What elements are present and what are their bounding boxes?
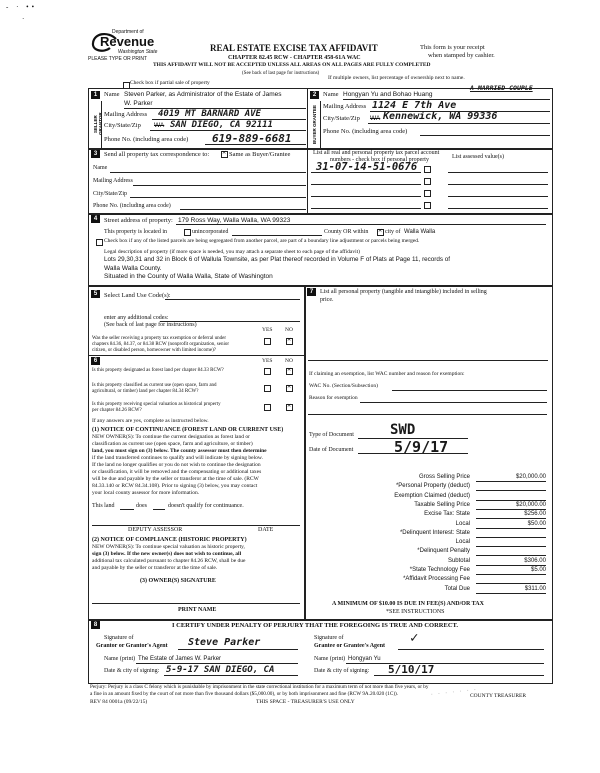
continuance-7: will be due and payable by the seller or transferor at the time of sale. (RCW (92, 476, 259, 482)
historic-1: NEW OWNER(S): To continue special valuation as historic property, (92, 544, 245, 550)
section-7-badge: 7 (307, 288, 316, 296)
tax-row-line (476, 490, 546, 491)
seller-city: SAN DIEGO, CA 92111 (170, 120, 273, 130)
seller-mailing: 4019 MT BARNARD AVE (158, 109, 261, 119)
seller-state-prefix: WA (154, 122, 165, 129)
deputy-assessor-label: DEPUTY ASSESSOR (128, 527, 183, 533)
buyer-phone-label: Phone No. (including area code) (323, 128, 408, 135)
multiple-owners-note: If multiple owners, list percentage of ownership next to name. (328, 75, 465, 81)
q1-line2: chapters 84.36, 84.37, or 84.38 RCW (nonprofit organization, senior (92, 342, 230, 347)
tax-row-value: $5.00 (530, 567, 546, 573)
historic-title: (2) NOTICE OF COMPLIANCE (HISTORIC PROPERTY) (92, 537, 247, 543)
wac-claim-label: If claiming an exemption, list WAC number and reason for exemption: (309, 371, 465, 377)
grantee-signature-mark: ✓ (410, 630, 419, 646)
does-label: does (136, 503, 147, 509)
continuance-8: 84.33.140 or RCW 84.34.108). Prior to signing (3) below, you may contact (92, 483, 258, 489)
personal-property-1: List all personal property (tangible and intangible) included in selling (320, 289, 487, 295)
print-name-label: PRINT NAME (178, 607, 217, 613)
city-of-checkbox[interactable] (377, 229, 384, 236)
grantor-name: The Estate of James W. Parker (138, 656, 222, 662)
tax-row-line (476, 574, 546, 575)
buyer-name-addendum: A MARRIED COUPLE (470, 84, 533, 92)
q2-yes-checkbox[interactable] (264, 368, 271, 375)
tax-row-value: $20,000.00 (515, 501, 546, 508)
buyer-city-label: City/State/Zip (323, 115, 360, 122)
land-use-label: Select Land Use Code(s): (104, 292, 171, 299)
historic-4: and payable by the seller or transferor at the time of sale. (92, 565, 218, 571)
q1-line3: citizen, or disabled person, homeowner with limited income)? (92, 348, 216, 353)
form-number: REV 84 0001a (09/22/15) (90, 699, 148, 705)
see-instructions: *SEE INSTRUCTIONS (386, 609, 445, 615)
q3-line2: agricultural, or timber) land per chapter 84.34 RCW? (92, 389, 199, 394)
q1-line1: Was the seller receiving a property tax exemption or deferral under (92, 336, 226, 341)
yes-header-2: YES (262, 358, 273, 364)
buyer-grantee-label: BUYER GRANTEE (312, 104, 317, 144)
seller-name-line2: W. Parker (124, 100, 153, 107)
seller-phone-label: Phone No. (including area code) (104, 136, 189, 143)
certify-statement: I CERTIFY UNDER PENALTY OF PERJURY THAT THE FOREGOING IS TRUE AND CORRECT. (172, 622, 459, 629)
parcel-1-personal-checkbox[interactable] (424, 166, 431, 173)
tax-row-value: $311.00 (524, 585, 546, 592)
exemption-reason-label: Reason for exemption (309, 395, 358, 401)
tax-row-line (476, 546, 546, 547)
historic-2: sign (3) below. If the new owner(s) does not wish to continue, all (92, 551, 242, 557)
seller-grantor-label: SELLER GRANTOR (93, 112, 103, 136)
treasurer-use-label: THIS SPACE - TREASURER'S USE ONLY (256, 699, 355, 705)
q3-yes-checkbox[interactable] (264, 385, 271, 392)
section-5-badge: 5 (91, 290, 100, 298)
parcel-2-personal-checkbox[interactable] (424, 178, 431, 185)
send-correspondence-label: Send all property tax correspondence to: (104, 151, 210, 158)
legal-line-2: Walla Walla County. (104, 265, 162, 272)
section-1-badge: 1 (91, 91, 100, 99)
buyer-name: Hongyan Yu and Bohao Huang (343, 91, 433, 98)
stray-marks-2: · (22, 15, 25, 23)
grantor-sig-label-1: Signature of (104, 635, 134, 641)
segregated-checkbox[interactable] (96, 239, 103, 246)
buyer-mailing: 1124 E 7th Ave (372, 100, 457, 111)
receipt-note-1: This form is your receipt (420, 44, 485, 51)
historic-3: additional tax calculated pursuant to chapter 84.26 RCW, shall be due (92, 558, 246, 564)
tax-row-label: *Personal Property (deduct) (395, 483, 470, 490)
wac-no-label: WAC No. (Section/Subsection) (309, 383, 378, 389)
no-header-2: NO (285, 358, 293, 364)
buyer-city: Kennewick, WA 99336 (383, 111, 498, 122)
type-doc: SWD (390, 422, 416, 438)
continuance-5: If the land no longer qualifies or you do not wish to continue the designation (92, 462, 261, 468)
perjury-line-1: Perjury: Perjury is a class C felony which is punishable by imprisonment in the state correctional institution for a maximum term of not more than five years, or by (90, 684, 429, 690)
q1-yes-checkbox[interactable] (264, 338, 271, 345)
street-address-label: Street address of property: (104, 217, 173, 224)
tax-row-value: $50.00 (527, 520, 546, 527)
corr-phone-label: Phone No. (including area code) (93, 203, 171, 209)
q3-no-checkbox[interactable] (286, 385, 293, 392)
segregated-label: Check box if any of the listed parcels are being segregated from another parcel, are part of a boundary line adjustment or parcels being merged. (104, 238, 420, 244)
parcel-list-header-2: numbers - check box if personal property (330, 157, 429, 163)
section-2-badge: 2 (310, 91, 319, 99)
if-yes-note: If any answers are yes, complete as instructed below. (92, 418, 209, 424)
tax-row-label: *Delinquent Penalty (417, 548, 470, 555)
section-6-badge: 6 (91, 357, 100, 365)
tax-row-line (476, 500, 546, 501)
buyer-state-prefix: WA (370, 115, 381, 122)
form-title: REAL ESTATE EXCISE TAX AFFIDAVIT (210, 43, 378, 53)
logo-line1: Department of (112, 29, 144, 35)
city-of-name: Walla Walla (404, 229, 436, 235)
q4-line1: Is this property receiving special valuation as historical property (92, 402, 221, 407)
land-use-see-back: (See back of last page for instructions) (104, 322, 197, 328)
additional-codes-label: enter any additional codes: (104, 315, 169, 321)
grantee-date-label: Date & city of signing: (314, 668, 370, 674)
tax-row-label: Exemption Claimed (deduct) (394, 492, 470, 499)
unincorporated-label: unincorporated (192, 229, 229, 235)
continuance-1: NEW OWNER(S): To continue the current designation as forest land or (92, 434, 250, 440)
owner-signature-label: (3) OWNER(S) SIGNATURE (140, 578, 216, 584)
grantee-agent-label: Grantee or Grantee's Agent (314, 643, 386, 649)
assessed-header: List assessed value(s) (452, 154, 504, 160)
seller-name: Steven Parker, as Administrator of the Estate of James (124, 91, 282, 98)
same-as-buyer-label: Same as Buyer/Grantee (229, 151, 291, 158)
q4-no-checkbox[interactable] (286, 404, 293, 411)
city-of-label: city of (385, 229, 401, 235)
tax-row-label: Excise Tax: State (424, 511, 470, 518)
tax-row-line (476, 583, 546, 584)
faint-stamp: · · · · · · · (429, 686, 478, 699)
yes-header-1: YES (262, 327, 273, 333)
continuance-4: if the land transferred continues to qualify and will indicate by signing below. (92, 455, 263, 461)
receipt-note-2: when stamped by cashier. (428, 52, 495, 59)
tax-row-label: Total Due (444, 585, 470, 592)
parcel-list-header-1: List all real and personal property tax parcel account (313, 150, 440, 156)
section-4-badge: 4 (91, 215, 100, 223)
partial-sale-label: Check box if partial sale of property (130, 80, 210, 86)
same-as-buyer-checkbox[interactable] (221, 151, 228, 158)
tax-row-value: $20,000.00 (515, 474, 546, 480)
legal-line-3: Situated in the County of Walla Walla, State of Washington (104, 273, 273, 280)
grantor-date: 5-9-17 SAN DIEGO, CA (166, 665, 275, 675)
county-treasurer-label: COUNTY TREASURER (470, 693, 527, 699)
tax-row-label: *Affidavit Processing Fee (403, 576, 470, 583)
continuance-3: land, you must sign on (3) below. The county assessor must then determine (92, 448, 267, 454)
tax-row-value: $256.00 (524, 511, 546, 518)
perjury-line-2: a fine in an amount fixed by the court of not more than five thousand dollars ($5,000.00), or by both imprisonment and fine (RCW 9A.20.020 (1C)). (90, 691, 399, 697)
legal-description-label: Legal description of property (if more space is needed, you may attach a separate sheet to each page of the affidavit) (104, 249, 360, 255)
seller-name-label: Name (104, 91, 120, 98)
tax-row-line (476, 593, 546, 594)
tax-row-value: $306.00 (524, 557, 546, 564)
tax-row-line (476, 481, 546, 482)
seller-phone: 619-889-6681 (212, 132, 292, 145)
grantor-name-label: Name (print) (104, 656, 136, 662)
no-header-1: NO (285, 327, 293, 333)
tax-row-line (476, 537, 546, 538)
grantee-name: Hongyan Yu (348, 656, 381, 662)
tax-row-label: *Delinquent Interest: State (399, 529, 470, 536)
legal-line-1: Lots 29,30,31 and 32 in Block 6 of Wallula Townsite, as per Plat thereof recorded in Volume F of Plats at Page 11, records of (104, 256, 451, 263)
tax-row-label: Gross Selling Price (418, 474, 470, 480)
grantor-agent-label: Grantor or Grantor's Agent (96, 643, 168, 649)
tax-row-label: Local (455, 539, 470, 546)
tax-row-line (476, 509, 546, 510)
buyer-name-label: Name (323, 91, 339, 98)
continuance-6: or classification, it will be removed and the compensating or additional taxes (92, 469, 262, 475)
located-in-label: This property is located in (104, 229, 167, 235)
grantor-signature: Steve Parker (188, 637, 261, 648)
tax-row-label: Taxable Selling Price (414, 501, 470, 508)
see-back-note: (See back of last page for instructions) (242, 71, 320, 76)
logo-line3: Washington State (118, 49, 158, 55)
q4-yes-checkbox[interactable] (264, 404, 271, 411)
q2-label: Is this property designated as forest land per chapter 84.33 RCW? (92, 368, 224, 373)
parcel-3-personal-checkbox[interactable] (424, 190, 431, 197)
grantee-name-label: Name (print) (314, 656, 346, 662)
tax-row-label: *State Technology Fee (409, 567, 470, 573)
minimum-due: A MINIMUM OF $10.00 IS DUE IN FEE(S) AND/OR TAX (332, 601, 484, 607)
date-doc-label: Date of Document (309, 447, 354, 453)
not-accepted-notice: THIS AFFIDAVIT WILL NOT BE ACCEPTED UNLESS ALL AREAS ON ALL PAGES ARE FULLY COMPLETED (153, 62, 431, 68)
grantee-sig-label-1: Signature of (314, 635, 344, 641)
date-doc: 5/9/17 (394, 438, 449, 456)
tax-row-line (476, 565, 546, 566)
buyer-mailing-label: Mailing Address (323, 103, 367, 110)
logo-word: Revenue (100, 34, 155, 49)
corr-mailing-label: Mailing Address (93, 178, 133, 184)
continuance-2: classification as current use (open space, farm and agriculture, or timber) (92, 441, 253, 447)
grantee-date: 5/10/17 (388, 663, 435, 676)
type-doc-label: Type of Document (309, 432, 354, 438)
q4-line2: per chapter 84.26 RCW? (92, 408, 142, 413)
deputy-date-label: DATE (258, 527, 274, 533)
continuance-title: (1) NOTICE OF CONTINUANCE (FOREST LAND OR CURRENT USE) (92, 427, 284, 433)
stray-marks: - · •• (6, 3, 38, 11)
county-or-within-label: County OR within (324, 229, 369, 235)
section-8-badge: 8 (91, 621, 100, 629)
not-qualify-label: doesn't qualify for continuance. (168, 503, 244, 509)
grantor-date-label: Date & city of signing: (104, 668, 160, 674)
corr-city-label: City/State/Zip (93, 191, 127, 197)
street-address: 179 Ross Way, Walla Walla, WA 99323 (178, 217, 291, 224)
please-type: PLEASE TYPE OR PRINT (88, 56, 148, 62)
tax-row-line (476, 518, 546, 519)
tax-row-line (476, 555, 546, 556)
section-3-badge: 3 (91, 150, 100, 158)
tax-row-label: Local (455, 520, 470, 527)
q2-no-checkbox[interactable] (286, 368, 293, 375)
continuance-9: your local county assessor for more information. (92, 490, 200, 496)
tax-row-line (476, 528, 546, 529)
corr-name-label: Name (93, 165, 108, 171)
parcel-4-personal-checkbox[interactable] (424, 202, 431, 209)
seller-mailing-label: Mailing Address (104, 111, 148, 118)
q3-line1: Is this property classified as current use (open space, farm and (92, 383, 217, 388)
form-chapter: CHAPTER 82.45 RCW - CHAPTER 458-61A WAC (228, 55, 361, 61)
tax-row-label: Subtotal (447, 557, 470, 564)
seller-city-label: City/State/Zip (104, 122, 141, 129)
unincorporated-checkbox[interactable] (184, 229, 191, 236)
personal-property-2: price. (320, 297, 334, 303)
parcel-number-1: 31-07-14-51-0676 (316, 161, 418, 173)
q1-no-checkbox[interactable] (286, 338, 293, 345)
this-land-label: This land (92, 503, 115, 509)
